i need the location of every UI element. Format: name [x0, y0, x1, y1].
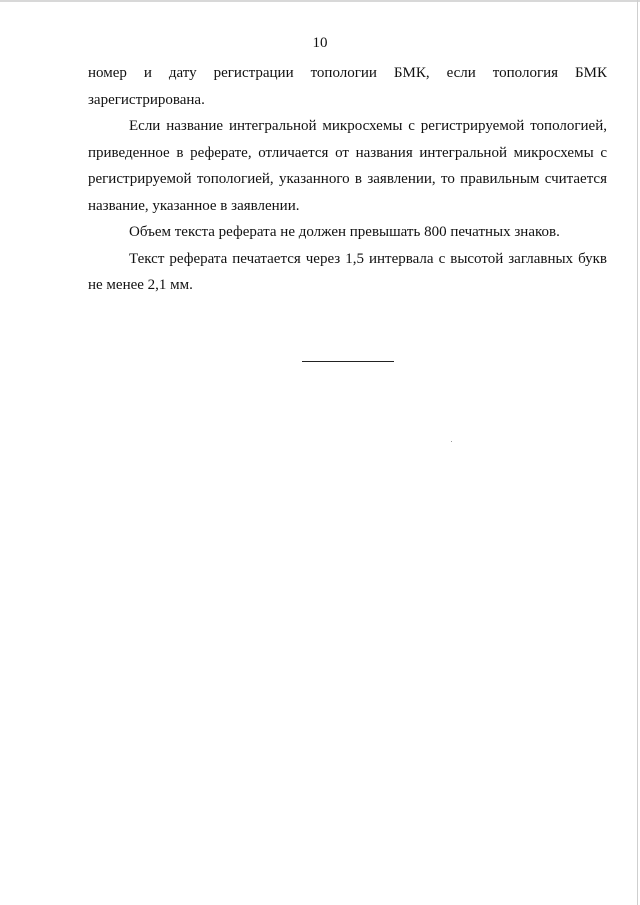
body-text	[88, 60, 607, 299]
paragraph-name-mismatch: Если название интегральной микросхемы с регистрируемой топологией, приведенное в реферате, отличается от названия интегральной микросхемы с регистрируемой топологией, указанного в заявлении, то правильным считается название, указанное в заявлении.	[88, 118, 607, 214]
paragraph-print-format: Текст реферата печатается через 1,5 интервала с высотой заглавных букв не менее 2,1 мм.	[88, 250, 607, 293]
scan-edge-right	[637, 0, 638, 905]
scan-edge-top	[0, 0, 640, 2]
end-divider-line	[302, 361, 394, 362]
scan-speck	[451, 441, 452, 442]
paragraph-text-volume: Объем текста реферата не должен превышать 800 печатных знаков.	[129, 224, 560, 240]
page-number: 10	[312, 35, 328, 51]
paragraph-continuation: номер и дату регистрации топологии БМК, если топология БМК зарегистрирована.	[88, 65, 607, 108]
